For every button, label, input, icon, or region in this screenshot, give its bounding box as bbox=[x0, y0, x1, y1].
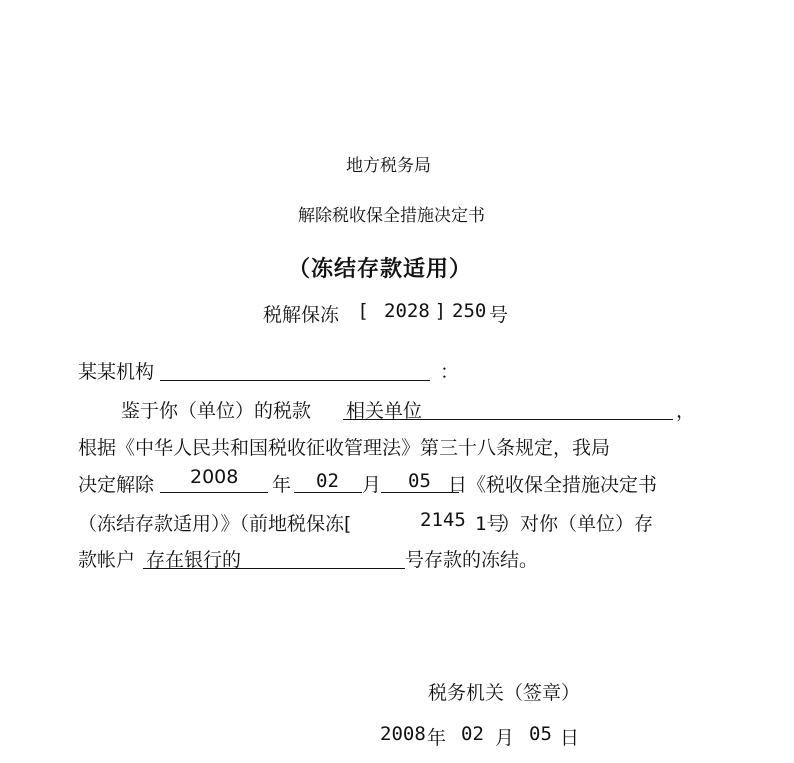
release-month-unit: 月 bbox=[362, 474, 382, 496]
account-tail: 号存款的冻结。 bbox=[405, 549, 539, 571]
bank-underline bbox=[143, 568, 405, 569]
tax-authority-seal: 税务机关（签章） bbox=[428, 682, 581, 704]
doc-number-suffix: 号 bbox=[489, 304, 509, 326]
document-title: 解除税收保全措施决定书 bbox=[298, 206, 485, 226]
tax-unit-field: 相关单位 bbox=[346, 400, 423, 422]
document-subtitle: （冻结存款适用） bbox=[288, 257, 473, 282]
release-decision-ref: 日《税收保全措施决定书 bbox=[448, 474, 658, 496]
reference-doc-text: （冻结存款适用）》（前地税保冻[ bbox=[78, 513, 352, 535]
doc-number-value: 250 bbox=[452, 300, 487, 322]
release-year-unit: 年 bbox=[272, 474, 292, 496]
signing-month: 02 bbox=[461, 723, 484, 745]
release-month-underline bbox=[294, 492, 362, 493]
signing-year-unit: 年 bbox=[427, 727, 447, 749]
reference-doc-number-b: 1号 bbox=[475, 513, 506, 535]
signing-month-unit: 月 bbox=[495, 727, 515, 749]
bank-field: 存在银行的 bbox=[146, 549, 242, 571]
legal-basis-text: 根据《中华人民共和国税收征收管理法》第三十八条规定，我局 bbox=[78, 437, 611, 459]
release-year-field: 2008 bbox=[190, 466, 239, 488]
release-decision-text: 决定解除 bbox=[78, 474, 155, 496]
release-year-underline bbox=[160, 492, 268, 493]
recipient-colon: ： bbox=[440, 361, 460, 383]
reference-doc-number-a: 2145 bbox=[420, 509, 466, 531]
paragraph-intro: 鉴于你（单位）的税款 bbox=[121, 400, 312, 422]
signing-day: 05 bbox=[529, 723, 552, 745]
doc-number-year: 2028 bbox=[384, 300, 430, 322]
account-label: 款帐户 bbox=[78, 549, 136, 571]
tax-unit-underline bbox=[343, 419, 673, 420]
doc-number-bracket-close: ] bbox=[436, 300, 444, 322]
recipient-name: 某某机构 bbox=[78, 361, 155, 383]
release-day-field: 05 bbox=[408, 470, 431, 492]
paragraph-comma: ， bbox=[676, 400, 696, 422]
release-month-field: 02 bbox=[316, 470, 339, 492]
issuing-org: 地方税务局 bbox=[346, 156, 431, 176]
signing-day-unit: 日 bbox=[560, 727, 580, 749]
doc-number-bracket-open: [ bbox=[360, 300, 368, 322]
recipient-underline bbox=[160, 380, 430, 381]
reference-doc-tail: ）对你（单位）存 bbox=[501, 513, 654, 535]
doc-number-prefix: 税解保冻 bbox=[263, 304, 340, 326]
signing-year: 2008 bbox=[380, 723, 426, 745]
